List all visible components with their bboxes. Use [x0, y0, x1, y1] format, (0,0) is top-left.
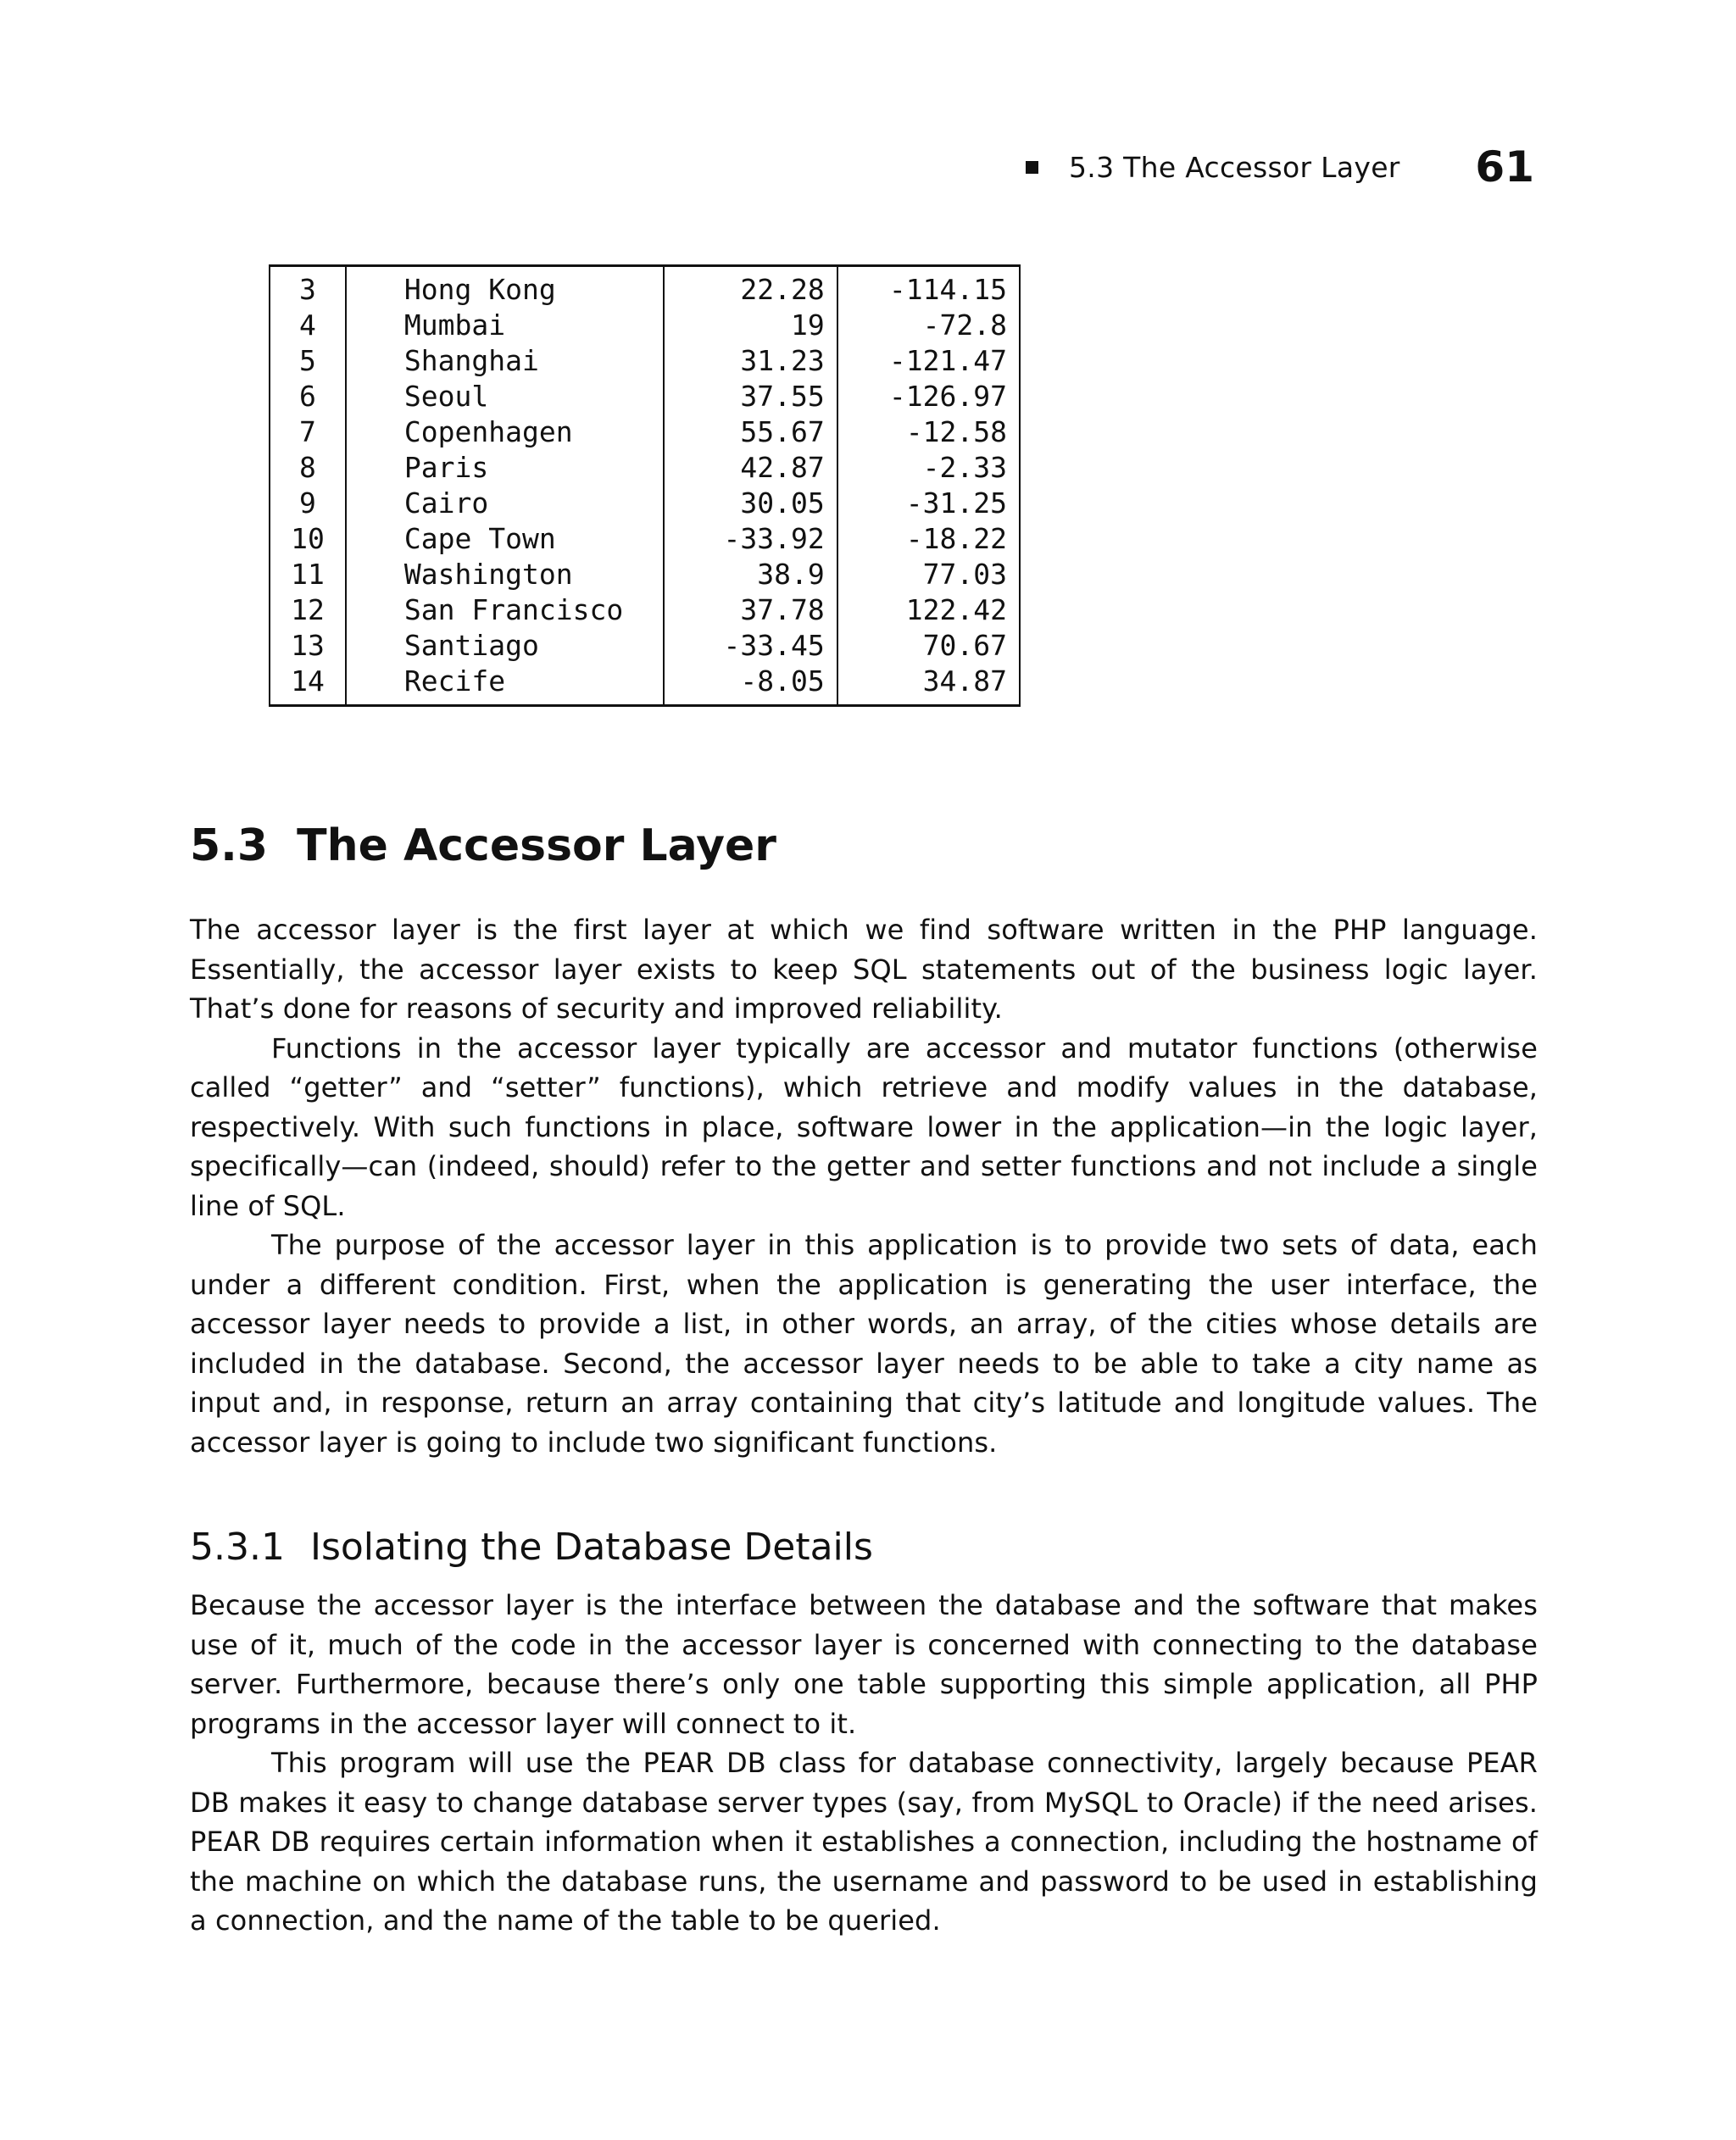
row-id-cell: 7	[299, 415, 316, 448]
latitude-cell: -33.92	[664, 521, 837, 557]
city-name-cell: Shanghai	[346, 343, 665, 379]
city-name-cell: Recife	[346, 664, 665, 706]
table-row	[270, 592, 1020, 628]
table-row	[270, 521, 1020, 557]
running-head-section-label: 5.3 The Accessor Layer	[1069, 150, 1400, 184]
row-id-cell: 12	[291, 593, 325, 626]
page-number: 61	[1475, 142, 1534, 192]
latitude-cell: 37.55	[664, 379, 837, 414]
row-id-cell: 11	[291, 558, 325, 591]
subsection-body	[190, 1586, 1538, 1941]
section-body	[190, 910, 1538, 1462]
paragraph: Because the accessor layer is the interface between the database and the software that makes use of it, much of the code in the accessor layer is concerned with connecting to the database server. Furthermore, because there’s only one table supporting this simple application, all PHP programs in the accessor layer will connect to it.	[190, 1589, 1538, 1740]
table-row	[270, 308, 1020, 343]
subsection-number: 5.3.1	[190, 1526, 285, 1569]
longitude-cell: -18.22	[837, 521, 1020, 557]
table-row	[270, 343, 1020, 379]
longitude-cell: -12.58	[837, 414, 1020, 450]
latitude-cell: 22.28	[664, 266, 837, 308]
city-coordinates-table	[269, 264, 1021, 707]
city-name-cell: Paris	[346, 450, 665, 486]
longitude-cell: -121.47	[837, 343, 1020, 379]
longitude-cell: 122.42	[837, 592, 1020, 628]
longitude-cell: 77.03	[837, 557, 1020, 592]
city-name-cell: Cape Town	[346, 521, 665, 557]
row-id-cell: 4	[299, 308, 316, 342]
city-name-cell: Hong Kong	[346, 266, 665, 308]
table-body	[270, 266, 1020, 706]
latitude-cell: 30.05	[664, 486, 837, 521]
row-id-cell: 3	[299, 273, 316, 306]
city-name-cell: Seoul	[346, 379, 665, 414]
latitude-cell: 19	[664, 308, 837, 343]
paragraph: Functions in the accessor layer typically are accessor and mutator functions (otherwise called “getter” and “setter” functions), which retrieve and modify values in the database, respectively. With such functions in place, software lower in the application—in the logic layer, specifically—can (indeed, should) refer to the getter and setter functions and not include a single line of SQL.	[190, 1031, 1538, 1222]
city-name-cell: San Francisco	[346, 592, 665, 628]
latitude-cell: 31.23	[664, 343, 837, 379]
subsection-title: Isolating the Database Details	[309, 1526, 873, 1569]
table-row	[270, 450, 1020, 486]
longitude-cell: -2.33	[837, 450, 1020, 486]
running-head	[1026, 142, 1534, 192]
latitude-cell: 55.67	[664, 414, 837, 450]
city-name-cell: Copenhagen	[346, 414, 665, 450]
city-name-cell: Washington	[346, 557, 665, 592]
table-row	[270, 628, 1020, 664]
table-row	[270, 486, 1020, 521]
section-heading	[190, 820, 776, 871]
row-id-cell: 14	[291, 664, 325, 698]
table-row	[270, 379, 1020, 414]
latitude-cell: 37.78	[664, 592, 837, 628]
latitude-cell: -33.45	[664, 628, 837, 664]
section-title: The Accessor Layer	[297, 820, 776, 871]
row-id-cell: 8	[299, 451, 316, 484]
latitude-cell: 42.87	[664, 450, 837, 486]
city-name-cell: Santiago	[346, 628, 665, 664]
paragraph: The purpose of the accessor layer in this application is to provide two sets of data, each under a different condition. First, when the application is generating the user interface, the accessor layer needs to provide a list, in other words, an array, of the cities whose details are included in the database. Second, the accessor layer needs to be able to take a city name as input and, in response, return an array containing that city’s latitude and longitude values. The accessor layer is going to include two significant functions.	[190, 1229, 1538, 1459]
city-name-cell: Cairo	[346, 486, 665, 521]
longitude-cell: 70.67	[837, 628, 1020, 664]
longitude-cell: 34.87	[837, 664, 1020, 706]
bullet-square-icon	[1026, 161, 1038, 174]
longitude-cell: -72.8	[837, 308, 1020, 343]
city-name-cell: Mumbai	[346, 308, 665, 343]
latitude-cell: -8.05	[664, 664, 837, 706]
subsection-heading	[190, 1526, 873, 1569]
row-id-cell: 9	[299, 486, 316, 520]
table-row	[270, 664, 1020, 706]
row-id-cell: 5	[299, 344, 316, 377]
table-row	[270, 266, 1020, 308]
row-id-cell: 13	[291, 629, 325, 662]
longitude-cell: -31.25	[837, 486, 1020, 521]
section-number: 5.3	[190, 820, 269, 871]
table-row	[270, 414, 1020, 450]
row-id-cell: 10	[291, 522, 325, 555]
row-id-cell: 6	[299, 380, 316, 413]
paragraph: This program will use the PEAR DB class for database connectivity, largely because PEAR DB makes it easy to change database server types (say, from MySQL to Oracle) if the need arises. PEAR DB requires certain information when it establishes a connection, including the hostname of the machine on which the database runs, the username and password to be used in establishing a connection, and the name of the table to be queried.	[190, 1747, 1538, 1937]
table-row	[270, 557, 1020, 592]
longitude-cell: -126.97	[837, 379, 1020, 414]
paragraph: The accessor layer is the first layer at which we find software written in the PHP language. Essentially, the accessor layer exists to keep SQL statements out of the business logic layer. That’s done for reasons of security and improved reliability.	[190, 914, 1538, 1025]
latitude-cell: 38.9	[664, 557, 837, 592]
longitude-cell: -114.15	[837, 266, 1020, 308]
